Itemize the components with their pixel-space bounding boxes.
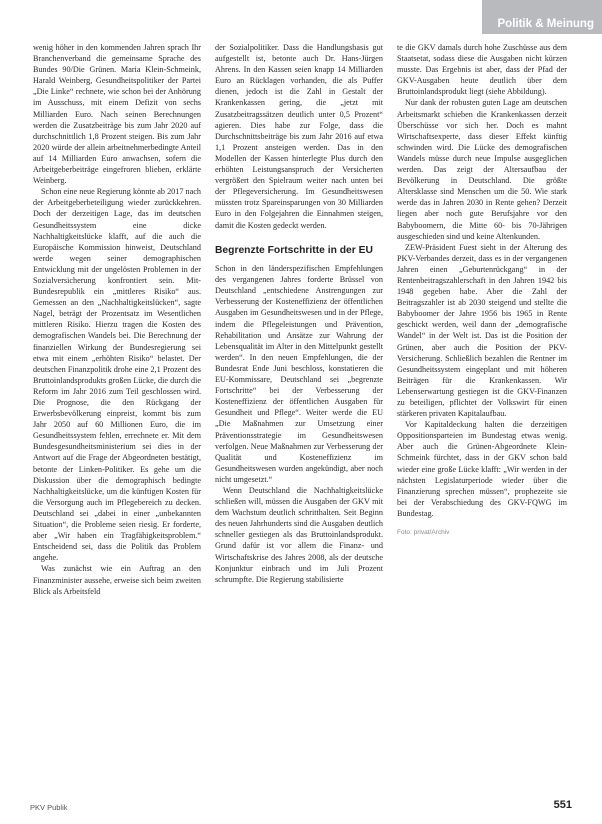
text-column-2 — [215, 42, 383, 797]
paragraph: Schon in den länderspezifischen Empfehlungen des vergangenen Jahres forderte Brüssel von Deutschland „entschiedene Anstrengungen zur Verbesserung der Kosteneffizienz der öffentlichen Ausgaben im Gesundheitswesen und in der Pflege, indem die Pflegeleistungen und Prävention, Rehabilitation und Ansätze zur Wahrung der Lebensqualität im Alter in den Mittelpunkt gestellt werden“. In den neuen Empfehlungen, die der Bundesrat Ende Juni beschloss, konstatieren die EU-Kommissare, Deutschland sei „begrenzte Fortschritte“ bei der Verbesserung der Kosteneffizienz der öffentlichen Ausgaben für Gesundheit und Pflege“. Weiter werde die EU „Die Maßnahmen zur Umsetzung einer Präventionsstrategie im Gesundheitswesen verfolgen. Neue Maßnahmen zur Verbesserung der Qualität und Kosteneffizienz im Gesundheitswesen wurden angekündigt, aber noch nicht umgesetzt.“ — [215, 264, 383, 484]
section-label: Politik & Meinung — [497, 18, 594, 30]
section-tab — [482, 0, 602, 34]
paragraph: ZEW-Präsident Fuest sieht in der Alterung des PKV-Verbandes derzeit, dass es in der vergangenen Jahren einen „Geburtenrückgang“ in der Rentenbeitragszahlerschaft in den Jahren 1942 bis 1948 gegeben habe. Aber die Zahl der Beitragszahler ist ab 2030 steigend und stellte die Babyboomer der Jahre 1956 bis 1965 in Rente geschickt werden, weil dann der „demografische Wandel“ in der Welt ist. Das ist die Position der Grünen, aber auch die Position der PKV-Versicherung. Schließlich bezahlen die Rentner im Gesundheitssystem eingeplant und mit höheren Beiträgen für die Krankenkassen. Wir Lebenserwartung gestiegen ist die GKV-Finanzen zu beteiligen, pflichtet der Volkswirt für einen stärkeren privaten Kapitalaufbau. — [397, 242, 567, 419]
paragraph: Was zunächst wie ein Auftrag an den Finanzminister aussehe, erweise sich beim zweiten Blick als Arbeitsfeld — [33, 564, 201, 596]
paragraph: te die GKV damals durch hohe Zuschüsse aus dem Staatsetat, sodass diese die Ausgaben nicht kürzen musste. Das Ergebnis ist aber, dass der Pfad der GKV-Ausgaben heute deutlich über dem Bruttoinlandsprodukt liegt (siehe Abbildung). — [397, 43, 567, 97]
subheading: Begrenzte Fortschritte in der EU — [215, 244, 373, 256]
paragraph: der Sozialpolitiker. Dass die Handlungsbasis gut aufgestellt ist, betonte auch Dr. Hans-Jürgen Ahrens. In den Kassen seien knapp 14 Milliarden Euro an Rücklagen vorhanden, die als Puffer dienen, jedoch ist die Zahl in Gestalt der Krankenkassen gering, die „jetzt mit Zusatzbeitragssätzen deutlich unter 0,5 Prozent“ agieren. Dies habe zur Folge, dass die Durchschnittsbeiträge bis zum Jahr 2016 auf etwa 1,1 Prozent ansteigen werden. Das in den Modellen der Kassen hinterlegte Plus durch den erhöhten Leistungsanspruch der Versicherten vergrößert den Spielraum weiter nach unten bei der Pflegeversicherung. Im Gesundheitswesen müssten trotz Spareinsparungen von 30 Milliarden Euro in den Folgejahren die Einnahmen steigen, damit die Kosten gedeckt werden. — [215, 43, 383, 230]
publication-name: PKV Publik — [30, 803, 68, 812]
text-column-3 — [397, 42, 567, 797]
paragraph: wenig höher in den kommenden Jahren sprach Ihr Branchenverband die gemeinsame Sprache des Bundes 90/Die Grünen. Maria Klein-Schmeink, Harald Weinberg, Gesundheitspolitiker der Partei „Die Linke“ rechnete, wie schon bei der Anhörung im Ausschuss, mit einem Defizit von sechs Milliarden Euro. Nach seinen Berechnungen werden die Zusatzbeiträge bis zum Jahr 2020 auf durchschnittlich 1,8 Prozent steigen. Bis zum Jahr 2020 würde der allein arbeitnehmerbedingte Anteil auf 14 Milliarden Euro anwachsen, sofern die Arbeitgeberbeiträge eingefroren blieben, erklärte Weinberg. — [33, 43, 201, 186]
paragraph: Wenn Deutschland die Nachhaltigkeitslücke schließen will, müssen die Ausgaben der GKV mit dem Wachstum deutlich schritthalten. Seit Beginn des neuen Jahrhunderts sind die Ausgaben deutlich schneller gestiegen als das Bruttoinlandsprodukt. Grund dafür ist vor allem die Finanz- und Wirtschaftskrise des Jahres 2008, als der deutsche Konjunktur einbrach und im Juli Prozent schrumpfte. Die Regierung stabilisierte — [215, 485, 383, 584]
photo-credit: Foto: privat/Archiv — [397, 529, 450, 537]
text-column-1 — [33, 42, 201, 797]
paragraph: Vor Kapitaldeckung halten die derzeitigen Oppositionsparteien im Bundestag etwas wenig. Aber auch die Grünen-Abgeordnete Klein-Schmeink fürchtet, dass in der GKV schon bald wieder eine große Lücke klafft: „Wir werden in der nächsten Legislaturperiode wieder über die Finanzierung sprechen müssen“, prophezeite sie bei der Verabschiedung des GKV-FQWG im Bundestag. — [397, 420, 567, 518]
paragraph: Nur dank der robusten guten Lage am deutschen Arbeitsmarkt schieben die Krankenkassen derzeit Überschüsse vor sich her. Doch es mahnt Wirtschaftsexperte, dass dieser Effekt künftig schwinden wird. Die Lücke des demografischen Wandels müsse durch neue Impulse ausgeglichen werden. Das zeigt der Altersaufbau der Bevölkerung in Deutschland. Die größte Altersklasse sind Menschen um die 50. Wie stark werde das in Jahren 2030 in Rente gehen? Derzeit liegen aber noch gute Berufsjahre vor den Babyboomern, die Mitte 60- bis 70-Jährigen ausgeschieden sind und keine Altenkunden. — [397, 98, 567, 241]
page-number: 551 — [553, 799, 572, 811]
paragraph: Schon eine neue Regierung könnte ab 2017 nach der Arbeitgeberbeteiligung wieder zurückkehren. Doch der derzeitigen Lage, das im deutschen Gesundheitssystem eine dicke Nachhaltigkeitslücke klafft, auf die auch die Europäische Kommission hinweist, Deutschland werde wegen seiner demographischen Entwicklung mit der ungelösten Problemen in der Sozialversicherung konfrontiert sein. Mit-Bundesrepublik ein „mittleres Risiko“ aus. Gemessen an den „Nachhaltigkeitslücken“, sagte Nagel, beträgt der Prozentsatz im Wesentlichen mittleren Risiko. Hierzu tragen die Kosten des demografischen Wandels bei. Die Berechnung der finanziellen Wirkung der Bundesregierung sei etwa mit einem „erhöhten Risiko“ belastet. Der deutschen Finanzpolitik drohe eine 2,1 Prozent des Bruttoinlandsprodukts großen Lücke, die durch die Reform im Jahr 2016 zum Teil geschlossen wird. Die Prognose, die den Rückgang der Erwerbsbevölkerung einpreist, kommt bis zum Jahr 2050 auf 60 Millionen Euro, die im Gesundheitssystem fehlen, errechnete er. Mit dem Bundesgesundheitsministerium sei dies in der Antwort auf die Frage der Abgeordneten bestätigt, betonte der Linken-Politiker. Es gehe um die Diskussion über die demographisch bedingte Nachhaltigkeitslücke, um die künftigen Kosten für die Versorgung auch im Pflegebereich zu decken. Deutschland sei „dabei in einer „unbekannten Situation“, die Probleme seien riesig. Er forderte, aber „Wir haben ein Tragfähigkeitsproblem.“ Entscheidend sei, dass die Politik das Problem angehe. — [33, 187, 201, 563]
